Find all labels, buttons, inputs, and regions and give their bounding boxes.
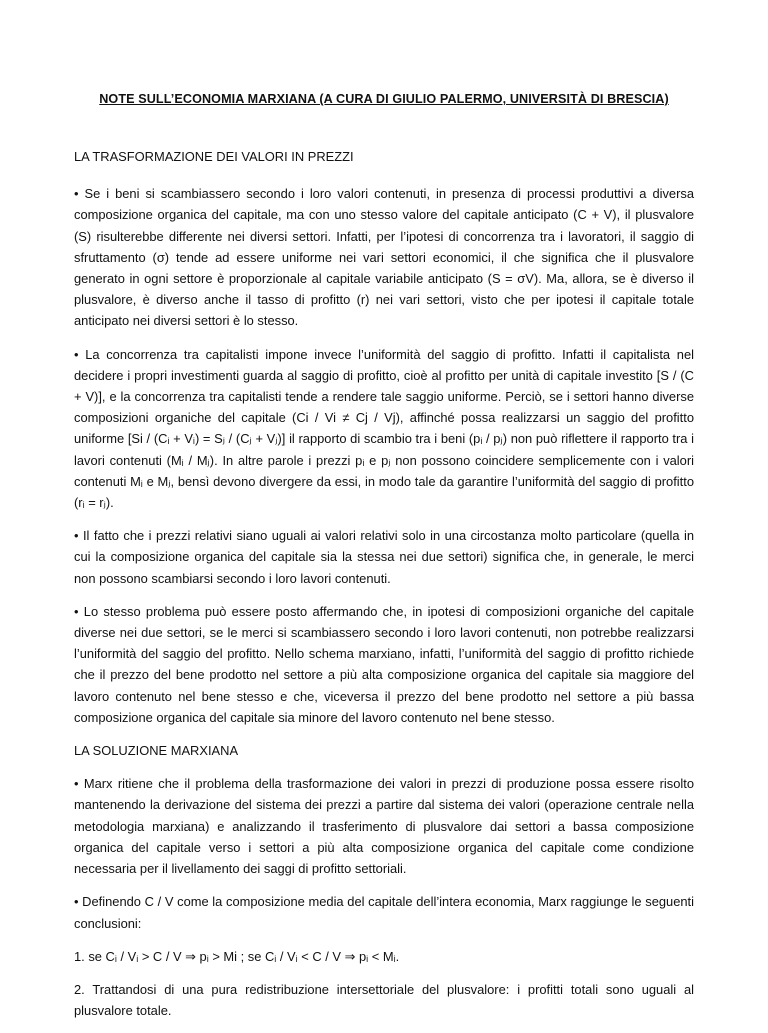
section-heading-soluzione: LA SOLUZIONE MARXIANA — [74, 743, 239, 759]
paragraph: • Il fatto che i prezzi relativi siano uguali ai valori relativi solo in una circostanza molto particolare (quella in cui la composizione organica del capitale sia la stessa nei due settori) significa che, in generale, le merci non possono scambiarsi secondo i loro lavori contenuti. — [74, 528, 694, 586]
paragraph: • Definendo C / V come la composizione media del capitale dell’intera economia, Marx raggiunge le seguenti conclusioni: — [74, 894, 694, 931]
paragraph: • Lo stesso problema può essere posto affermando che, in ipotesi di composizioni organiche del capitale diverse nei due settori, se le merci si scambiassero secondo i loro lavori contenuti, non potrebbe realizzarsi l’uniformità del saggio del profitto. Nello schema marxiano, infatti, l’uniformità del saggio di profitto richiede che il prezzo del bene prodotto nel settore a più alta composizione organica del capitale sia maggiore del lavoro contenuto nel bene stesso e che, viceversa il prezzo del bene prodotto nel settore a più bassa composizione organica del capitale sia minore del lavoro contenuto nel bene stesso. — [74, 603, 694, 725]
paragraph: • Se i beni si scambiassero secondo i loro valori contenuti, in presenza di processi produttivi a diversa composizione organica del capitale, ma con uno stesso valore del capitale anticipato (C + V), il plusvalore (S) risulterebbe differente nei diversi settori. Infatti, per l’ipotesi di concorrenza tra i lavoratori, il saggio di sfruttamento (σ) tende ad essere uniforme nei vari settori economici, il che significa che il plusvalore generato in ogni settore è proporzionale al capitale variabile anticipato (S = σV). Ma, allora, se è diverso il plusvalore, è diverso anche il tasso di profitto (r) nei vari settori, visto che per ipotesi il capitale totale anticipato nei diversi settori è lo stesso. — [74, 186, 694, 329]
document-body — [74, 146, 694, 1033]
section-heading-trasformazione: LA TRASFORMAZIONE DEI VALORI IN PREZZI — [74, 149, 354, 164]
paragraph: 1. se Cᵢ / Vᵢ > C / V ⇒ pᵢ > Mi ; se Cᵢ / Vᵢ < C / V ⇒ pᵢ < Mᵢ. — [74, 948, 400, 964]
paragraph: • La concorrenza tra capitalisti impone invece l’uniformità del saggio di profitto. Infatti il capitalista nel decidere i propri investimenti guarda al saggio di profitto, cioè al profitto per unità di capitale investito [S / (C + V)], e la concorrenza tra capitalisti tende a rendere tale saggio uniforme. Perciò, se i settori hanno diverse composizioni organiche del capitale (Ci / Vi ≠ Cj / Vj), affinché possa realizzarsi un saggio del profitto uniforme [Si / (Cᵢ + Vᵢ) = Sⱼ / (Cⱼ + Vⱼ)] il rapporto di scambio tra i beni (pᵢ / pⱼ) non può riflettere il rapporto tra i lavori contenuti (Mᵢ / Mⱼ). In altre parole i prezzi pᵢ e pⱼ non possono coincidere semplicemente con i valori contenuti Mᵢ e Mⱼ, bensì devono divergere da essi, in modo tale da garantire l’uniformità del saggio di profitto (rᵢ = rⱼ). — [74, 346, 694, 511]
page-title: NOTE SULL’ECONOMIA MARXIANA (A CURA DI GIULIO PALERMO, UNIVERSITÀ DI BRESCIA) — [99, 92, 669, 106]
paragraph: 2. Trattandosi di una pura redistribuzione intersettoriale del plusvalore: i profitti totali sono uguali al plusvalore totale. — [74, 981, 694, 1019]
paragraph: • Marx ritiene che il problema della trasformazione dei valori in prezzi di produzione possa essere risolto mantenendo la derivazione del sistema dei prezzi a partire dal sistema dei valori (operazione centrale nella metodologia marxiana) e analizzando il trasferimento di plusvalore dai settori a bassa composizione organica del capitale verso i settori a più alta composizione organica del capitale come condizione necessaria per il livellamento dei saggi di profitto settoriali. — [74, 776, 694, 877]
